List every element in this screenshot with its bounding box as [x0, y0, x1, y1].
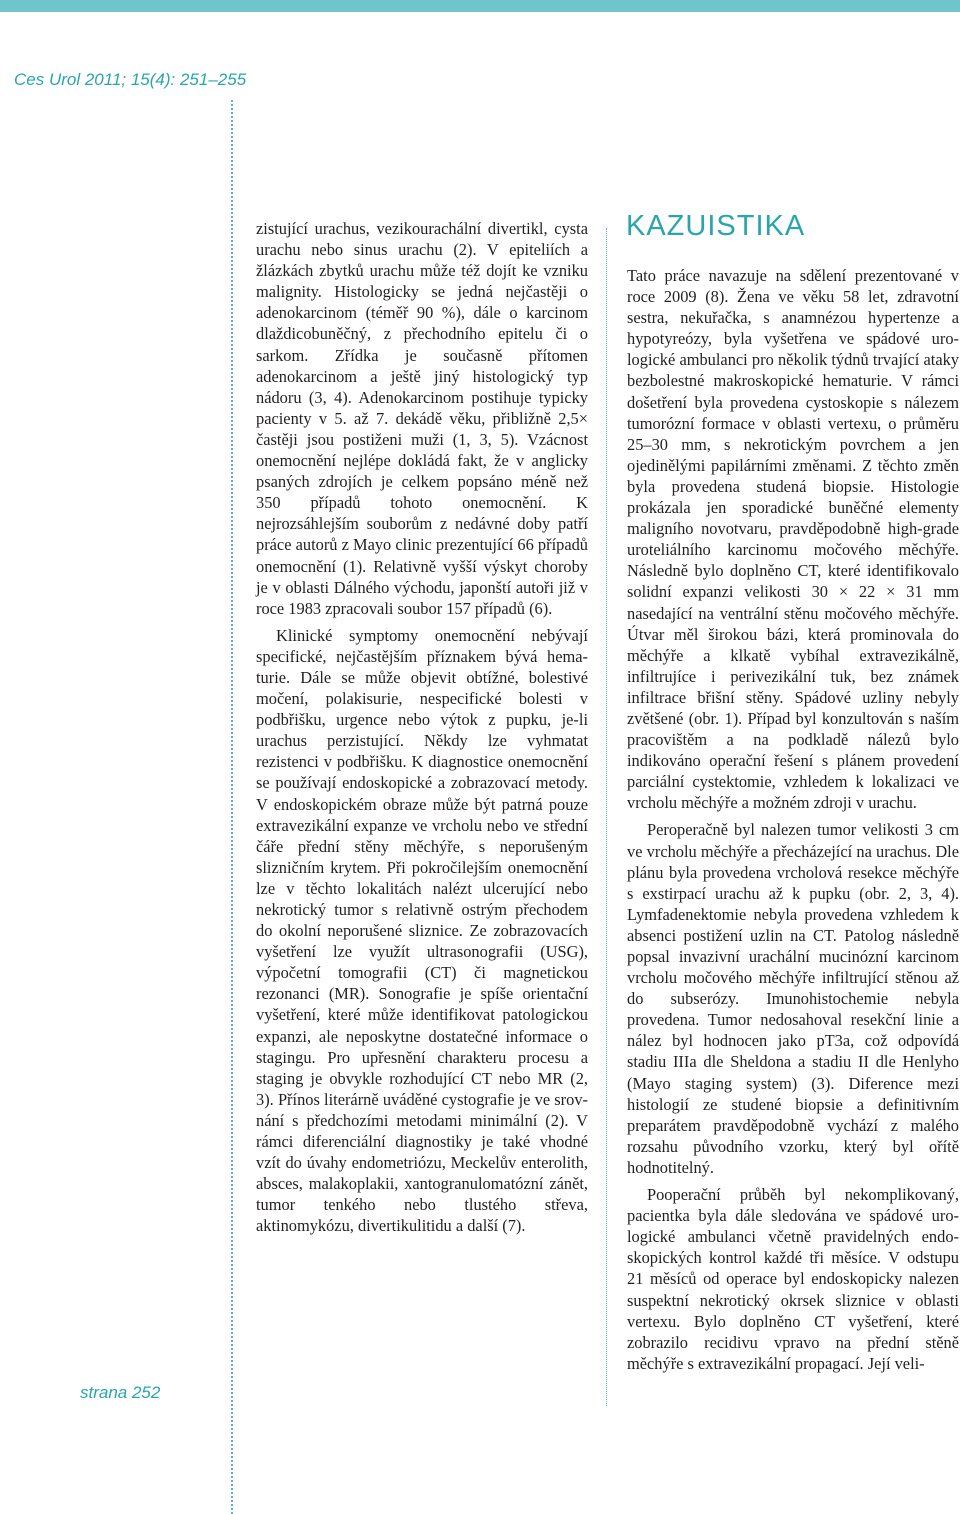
left-text-column: [256, 218, 588, 1237]
page-number: strana 252: [80, 1383, 161, 1402]
body-paragraph: Pooperační průběh byl nekomplikovaný, pacientka byla dále sledována ve spádové urologické ambulanci včetně pravidelných endoskopických kontrol každé tři měsíce. V odstupu 21 měsíců od operace byl endoskopicky nalezen suspektní nekrotický okrsek sliznice v oblasti vertexu. Bylo doplněno CT vyšetření, které zobrazilo recidivu vpravo na přední stěně měchýře s extravezikální propagací. Její veli-: [627, 1185, 959, 1373]
body-paragraph: Tato práce navazuje na sdělení prezentované v roce 2009 (8). Žena ve věku 58 let, zdravotní sestra, nekuřačka, s anamnézou hypertenze a hypotyreózy, byla vyšetřena ve spádové urologické ambulanci pro několik týdnů trvající ataky bezbolestné makroskopické hematurie. V rámci došetření byla provedena cystoskopie s nálezem tumorózní formace v oblasti vertexu, o průměru 25–30 mm, s nekrotickým povrchem a jen ojedinělými papilárními změnami. Z těchto změn byla provedena studená biopsie. Histologie prokázala jen sporadické buněčné elementy maligního novotvaru, pravděpodobně high-grade uroteliálního karcinomu močového měchýře. Následně bylo doplněno CT, které identifikovalo solidní expanzi velikosti 30 × 22 × 31 mm nasedající na ventrální stěnu močového měchýře. Útvar měl širokou bázi, která prominovala do měchýře a klkatě vybíhal extravezikálně, infiltrujíce i perivezikální tuk, bez známek infiltrace břišní stěny. Spádové uzliny nebyly zvětšené (obr. 1). Případ byl konzultován s naším pracovištěm a na podkladě nálezů bylo indikováno operační řešení s plánem provedení parciální cystektomie, vzhledem k lokalizaci ve vrcholu měchýře a možném zdroji v urachu.: [627, 266, 959, 813]
column-dotted-divider: [606, 228, 607, 1406]
sidebar-dotted-divider: [231, 100, 233, 1514]
body-paragraph: Klinické symptomy onemocnění nebývají specifické, nejčastějším příznakem bývá hematurie. Dále se může objevit obtížné, bolestivé močení, polakisurie, nespecifické bolesti v podbřišku, urgence nebo výtok z pupku, je-li urachus perzistující. Někdy lze vyhmatat rezistenci v podbřišku. K diagnostice onemocnění se používají endoskopické a zobrazovací metody. V endoskopickém obraze může být patrná pouze extravezikální expanze ve vrcholu nebo ve střední čáře přední stěny měchýře, s neporušeným slizničním krytem. Při pokročilejším onemocnění lze v těchto lokalitách nalézt ulcerující nebo nekrotický tumor s relativně ostrým přechodem do okolní neporušené sliznice. Ze zobrazovacích vyšetření lze využít ultrasonografii (USG), výpočetní tomografii (CT) či magnetickou rezonanci (MR). Sonografie je spíše orientační vyšetření, které může identifikovat patologickou expanzi, ale neposkytne dostatečné informace o stagingu. Pro upřesnění charakteru procesu a staging je obvykle rozhodující CT nebo MR (2, 3). Přínos literárně uváděné cystografie je ve srovnání s předchozími metodami minimální (2). V rámci diferenciální diagnostiky je také vhodné vzít do úvahy endometriózu, Meckelův enterolith, absces, malakoplakii, xantogranulomatózní zánět, tumor tenkého nebo tlustého střeva, aktinomykózu, divertikulitidu a další (7).: [256, 625, 588, 1236]
section-heading: KAZUISTIKA: [626, 210, 806, 242]
right-text-column: [627, 265, 959, 1374]
header-color-bar: [0, 0, 960, 12]
body-paragraph: Peroperačně byl nalezen tumor velikosti 3 cm ve vrcholu měchýře a přecházející na urachus. Dle plánu byla provedena vrcholová resekce měchýře s exstirpací urachu až k pupku (obr. 2, 3, 4). Lymfadenektomie nebyla provedena vzhledem k absenci postižení uzlin na CT. Patolog následně popsal invazivní urachální mucinózní karcinom vrcholu močového měchýře infiltrující stěnou až do subserózy. Imunohistochemie nebyla provedena. Tumor nedosahoval resekční linie a nález byl hodnocen jako pT3a, což odpovídá stadiu IIIa dle Sheldona a stadiu II dle Henlyho (Mayo staging system) (3). Diference mezi histologií ze studené biopsie a definitivním preparátem pravděpodobně vychází z malého rozsahu původního vzorku, který byl ořítě hodnotitelný.: [627, 820, 959, 1177]
journal-reference: Ces Urol 2011; 15(4): 251–255: [14, 70, 247, 89]
body-paragraph: zistující urachus, vezikourachální divertikl, cysta urachu nebo sinus urachu (2). V epiteliích a žlázkách zbytků urachu může též dojít ke vzniku malignity. Histologicky se jedná nejčastěji o adenokarcinom (téměř 90 %), dále o karcinom dlaždicobuněčný, z přechodního epitelu či o sarkom. Zřídka je současně přítomen adenokarcinom a ještě jiný histologický typ nádoru (3, 4). Adenokarcinom postihuje typicky pacienty v 5. až 7. dekádě věku, přibližně 2,5× častěji jsou postiženi muži (1, 3, 5). Vzácnost onemocnění nejlépe dokládá fakt, že v anglicky psaných zdrojích je celkem popsáno méně než 350 případů tohoto onemocnění. K nejrozsáhlejším souborům z nedávné doby patří práce autorů z Mayo clinic prezentující 66 případů onemocnění (1). Relativně vyšší výskyt choroby je v oblasti Dálného východu, japonští autoři již v roce 1983 zpracovali soubor 157 případů (6).: [256, 219, 588, 618]
